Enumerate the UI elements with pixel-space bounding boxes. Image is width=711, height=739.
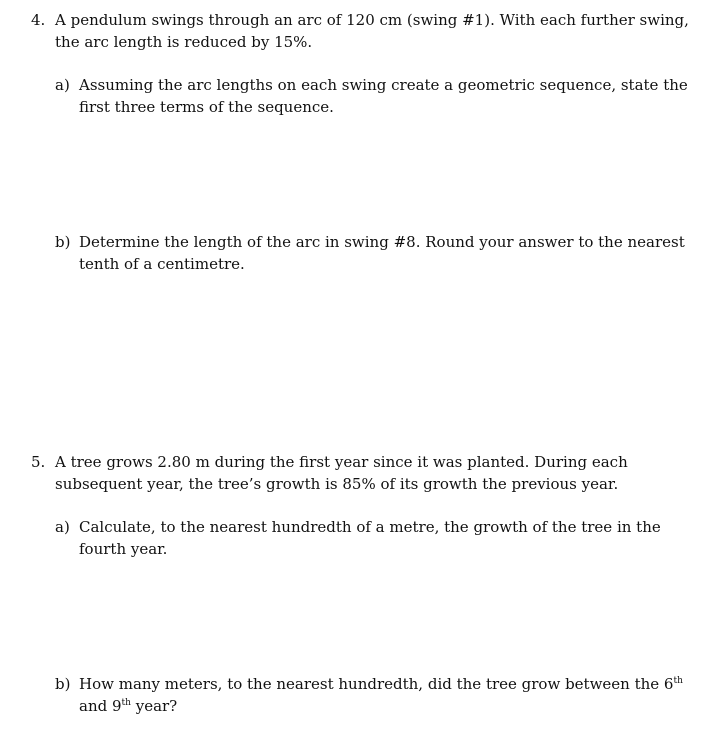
question-5a-text-line-2: fourth year. xyxy=(79,540,168,558)
question-5b-line-1-text: How many meters, to the nearest hundredth, did the tree grow between the 6 xyxy=(79,675,674,693)
question-4-text-line-1: A pendulum swings through an arc of 120 cm (swing #1). With each further swing, xyxy=(55,11,689,29)
question-5b-superscript-1: th xyxy=(673,676,683,686)
question-5a-label: a) xyxy=(55,518,70,536)
question-5a-text-line-1: Calculate, to the nearest hundredth of a metre, the growth of the tree in the xyxy=(79,518,661,536)
question-5b-text-line-2 xyxy=(79,695,177,717)
question-4a-text-line-2: first three terms of the sequence. xyxy=(79,98,334,116)
question-4b-text-line-2: tenth of a centimetre. xyxy=(79,255,245,273)
question-4b-text-line-1: Determine the length of the arc in swing #8. Round your answer to the nearest xyxy=(79,233,685,251)
question-5-text-line-2: subsequent year, the tree’s growth is 85% of its growth the previous year. xyxy=(55,475,619,493)
question-4a-label: a) xyxy=(55,76,70,94)
question-4b-label: b) xyxy=(55,233,71,251)
question-4-number: 4. xyxy=(31,11,46,29)
question-5b-text-line-1 xyxy=(79,673,683,695)
question-5-number: 5. xyxy=(31,453,46,471)
question-4-text-line-2: the arc length is reduced by 15%. xyxy=(55,33,313,51)
question-4a-text-line-1: Assuming the arc lengths on each swing create a geometric sequence, state the xyxy=(79,76,688,94)
question-5-text-line-1: A tree grows 2.80 m during the first year since it was planted. During each xyxy=(55,453,628,471)
question-5b-line-2-end: year? xyxy=(130,697,178,715)
question-5b-superscript-2: th xyxy=(121,698,131,708)
question-5b-line-2-text: and 9 xyxy=(79,697,122,715)
question-5b-label: b) xyxy=(55,675,71,693)
